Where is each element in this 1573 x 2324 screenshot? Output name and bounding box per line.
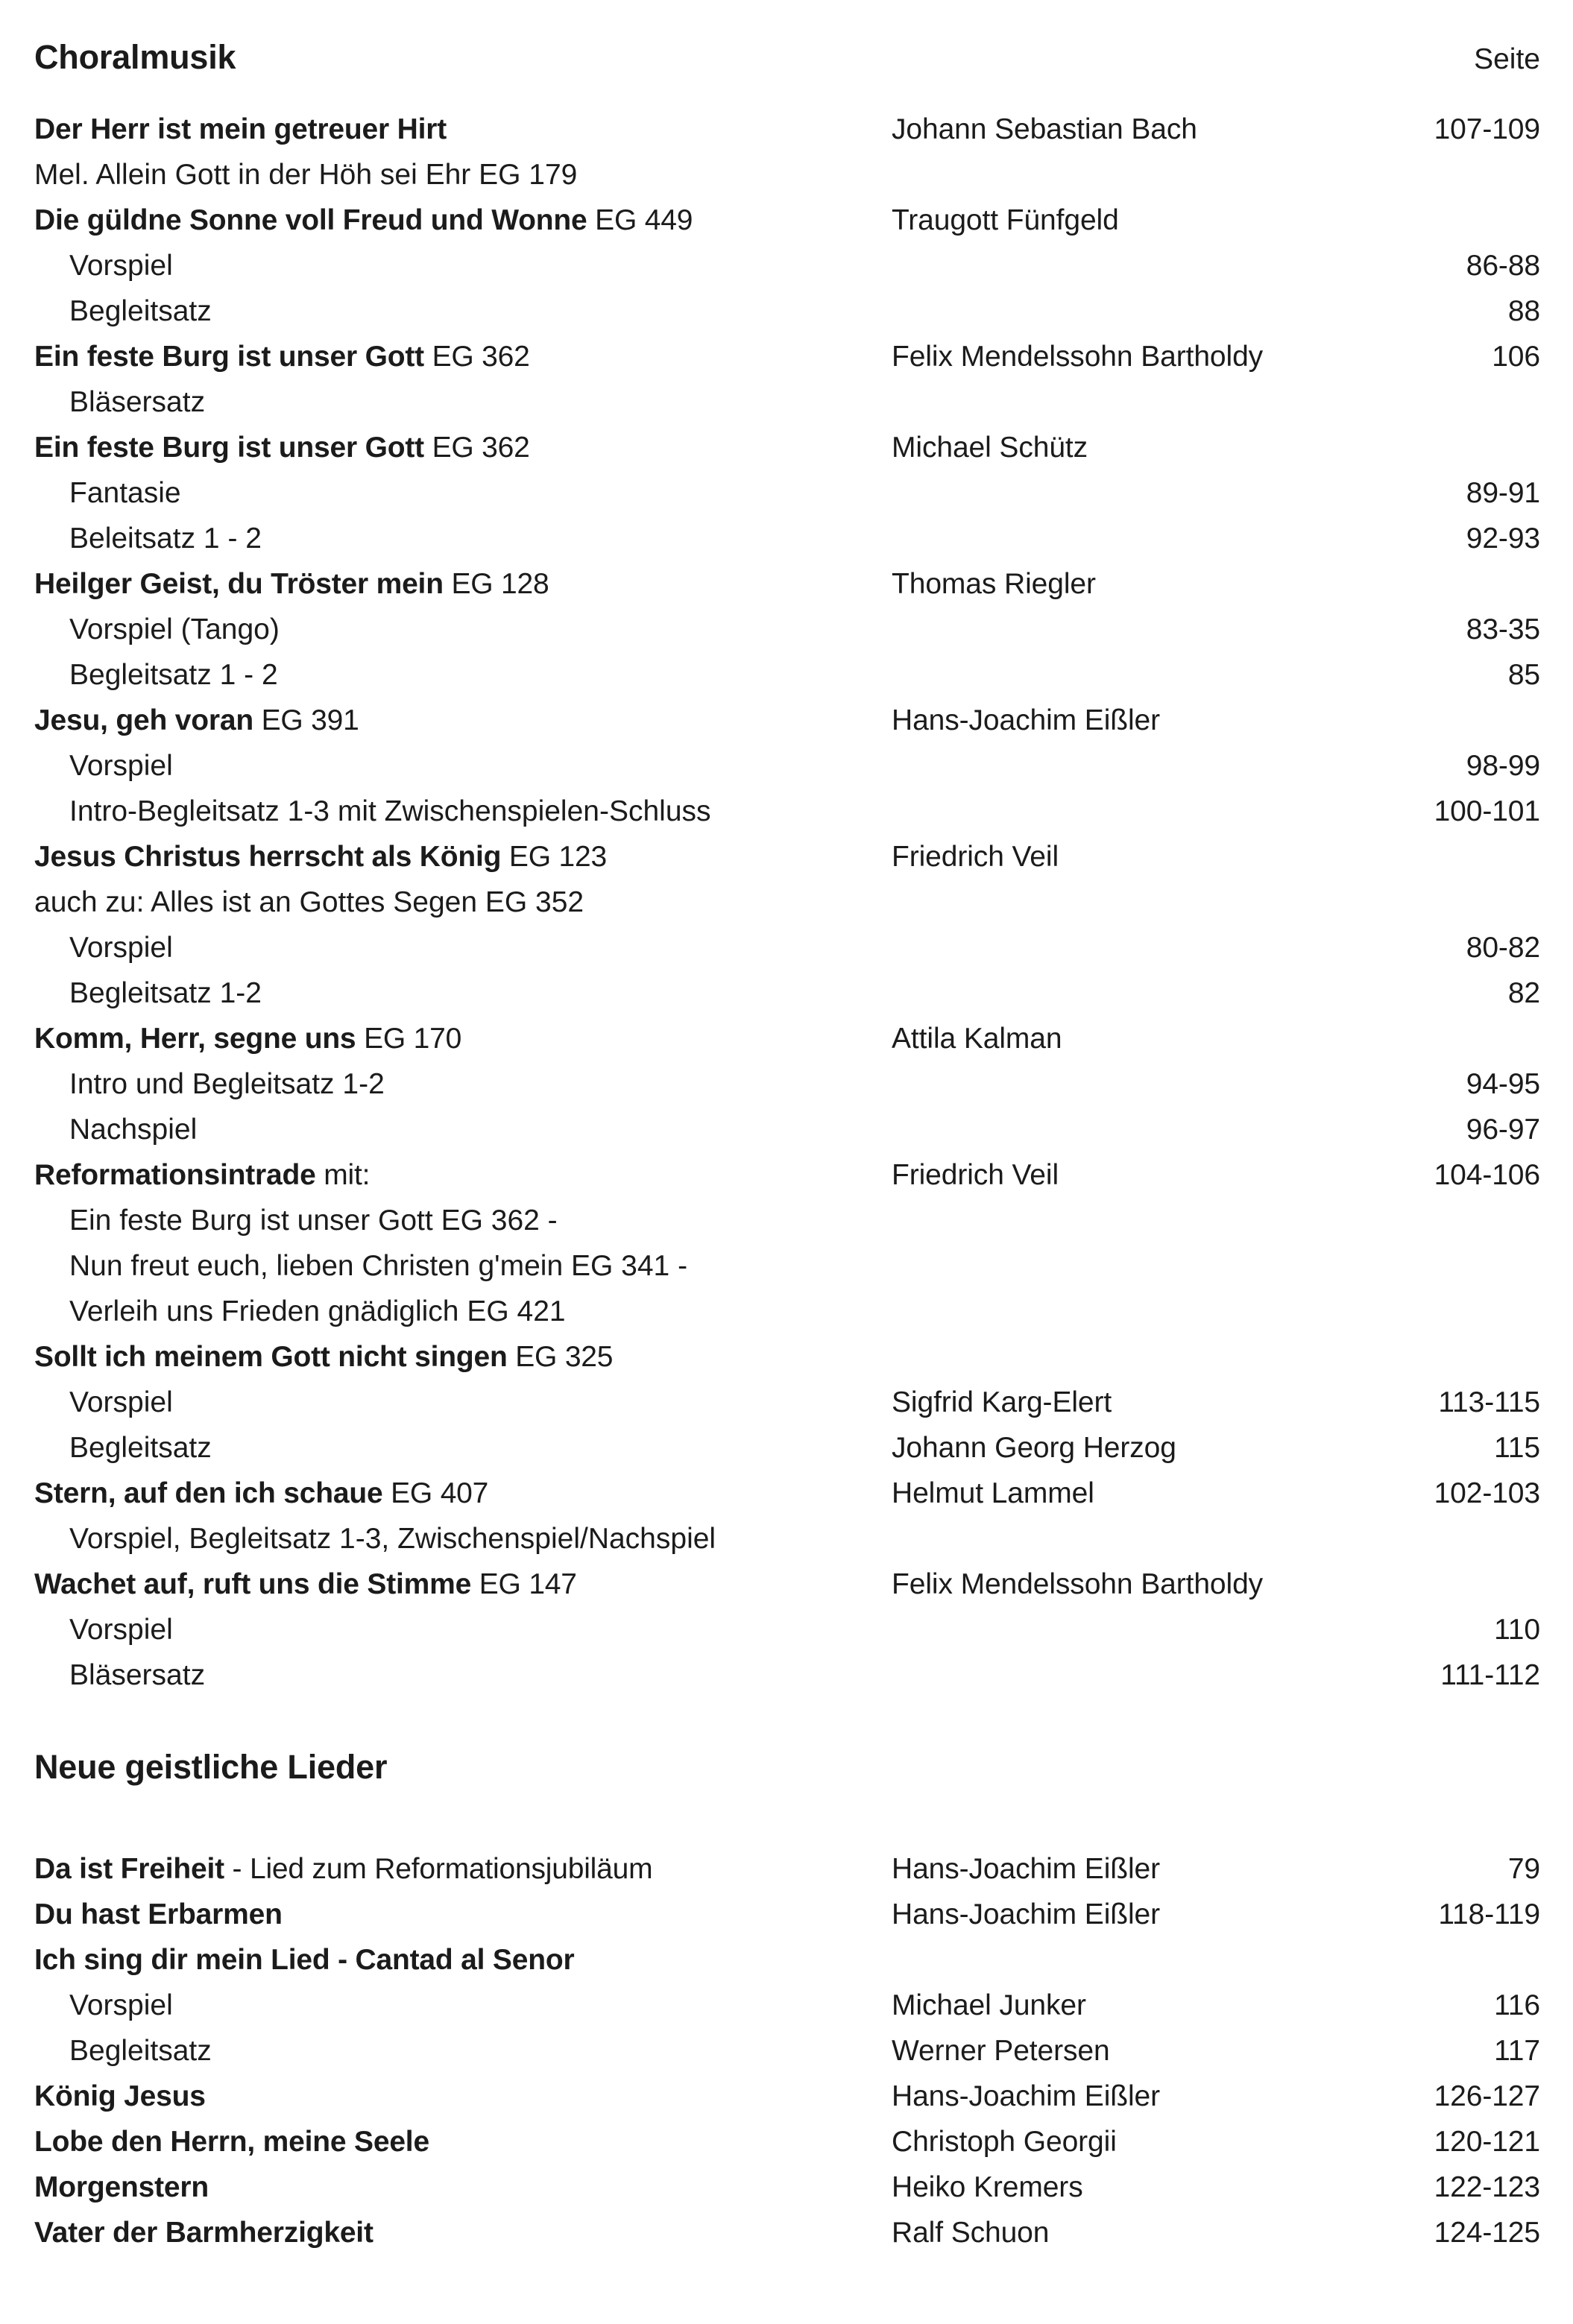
entry-title-text: Intro-Begleitsatz 1-3 mit Zwischenspielen-Schluss [69, 795, 711, 827]
entry-composer: Felix Mendelssohn Bartholdy [892, 341, 1264, 373]
section-heading-neue-geistliche-lieder: Neue geistliche Lieder [34, 1748, 388, 1786]
entry-eg-number: EG 325 [507, 1341, 614, 1373]
table-row [34, 1152, 1540, 1198]
table-row [34, 652, 1540, 698]
table-row [34, 107, 1540, 152]
entry-title-text: Nun freut euch, lieben Christen g'mein EG 341 - [69, 1250, 688, 1282]
entry-note [34, 880, 892, 925]
entry-title-text: Ein feste Burg ist unser Gott EG 362 - [69, 1204, 558, 1237]
entry-subtitle [34, 243, 892, 288]
table-row [34, 152, 1525, 198]
entry-subtitle [34, 288, 892, 334]
entry-subtitle [34, 1198, 892, 1243]
spacer-after-section-heading-2 [34, 1790, 1525, 1846]
entry-subtitle [34, 607, 892, 652]
entry-composer: Friedrich Veil [892, 841, 1059, 873]
entry-title [34, 1016, 892, 1061]
entry-title-text: Vorspiel [69, 250, 173, 282]
entry-eg-number: EG 123 [501, 841, 607, 873]
entry-page-number: 94-95 [1466, 1068, 1540, 1100]
entry-title-text: Begleitsatz 1-2 [69, 977, 262, 1009]
entry-title-text: Der Herr ist mein getreuer Hirt [34, 113, 447, 145]
entry-subtitle [34, 1425, 892, 1471]
table-row [34, 1334, 1525, 1380]
table-row [34, 379, 1525, 425]
entry-eg-number: EG 407 [382, 1477, 489, 1509]
entry-title-text: Verleih uns Frieden gnädiglich EG 421 [69, 1295, 566, 1327]
table-row [34, 516, 1540, 561]
table-row [34, 243, 1540, 288]
entry-title-text: Vorspiel [69, 1386, 173, 1418]
entry-subtitle [34, 652, 892, 698]
entry-title [34, 425, 892, 470]
entry-title [34, 2119, 892, 2164]
section-header-row-neue-geistliche-lieder [34, 1744, 1525, 1790]
entry-title-text: Beleitsatz 1 - 2 [69, 522, 262, 555]
entry-composer: Thomas Riegler [892, 568, 1096, 600]
table-row [34, 470, 1540, 516]
entry-page-number: 110 [1494, 1614, 1540, 1646]
entry-composer: Johann Georg Herzog [892, 1432, 1176, 1464]
entry-eg-number: EG 170 [356, 1023, 462, 1055]
table-row [34, 880, 1525, 925]
entry-page-number: 86-88 [1466, 250, 1540, 282]
entry-subtitle [34, 516, 892, 561]
entry-title-text: Begleitsatz 1 - 2 [69, 659, 278, 691]
entry-title-text: Vorspiel [69, 1989, 173, 2021]
entry-title-text: Vorspiel (Tango) [69, 613, 280, 645]
entry-subtitle [34, 1061, 892, 1107]
entry-title [34, 107, 892, 152]
entry-title-text: Vorspiel, Begleitsatz 1-3, Zwischenspiel/Nachspiel [69, 1523, 716, 1555]
entry-title-text: Jesus Christus herrscht als König [34, 841, 502, 873]
entry-composer: Helmut Lammel [892, 1477, 1094, 1509]
entry-subtitle [34, 789, 892, 834]
entry-page-number: 117 [1494, 2035, 1540, 2067]
entry-title [34, 2074, 892, 2119]
entry-title-text: Intro und Begleitsatz 1-2 [69, 1068, 385, 1100]
entry-title [34, 698, 892, 743]
table-row [34, 288, 1540, 334]
table-row [34, 1107, 1540, 1152]
entry-title-text: Jesu, geh voran [34, 704, 253, 736]
table-row [34, 2028, 1540, 2074]
entry-subtitle [34, 1380, 892, 1425]
entry-eg-number: EG 362 [423, 432, 530, 464]
entry-eg-number: EG 147 [471, 1568, 577, 1600]
entry-page-number: 120-121 [1434, 2126, 1540, 2158]
entry-title-text: Bläsersatz [69, 1659, 206, 1691]
entry-page-number: 106 [1492, 341, 1540, 373]
entry-page-number: 98-99 [1466, 750, 1540, 782]
entry-title-text: Ich sing dir mein Lied - Cantad al Senor [34, 1944, 575, 1976]
entry-subtitle [34, 470, 892, 516]
entry-title-text: Ein feste Burg ist unser Gott [34, 341, 424, 373]
entry-page-number: 83-35 [1466, 613, 1540, 645]
entry-title-suffix: - Lied zum Reformationsjubiläum [224, 1853, 653, 1885]
table-row [34, 2119, 1540, 2164]
entry-page-number: 102-103 [1434, 1477, 1540, 1509]
table-row [34, 334, 1540, 379]
entry-title [34, 561, 892, 607]
table-row [34, 698, 1525, 743]
entry-subtitle [34, 743, 892, 789]
entry-composer: Sigfrid Karg-Elert [892, 1386, 1112, 1418]
table-row [34, 425, 1525, 470]
table-row [34, 1198, 1525, 1243]
entry-page-number: 92-93 [1466, 522, 1540, 555]
entry-subtitle [34, 1243, 892, 1289]
entry-title-text: Begleitsatz [69, 295, 212, 327]
entry-title-text: Wachet auf, ruft uns die Stimme [34, 1568, 472, 1600]
entry-eg-number: EG 449 [587, 204, 693, 236]
entry-title [34, 198, 892, 243]
entry-subtitle [34, 1983, 892, 2028]
entry-page-number: 79 [1507, 1853, 1540, 1885]
entry-title [34, 1562, 892, 1607]
entry-page-number: 116 [1494, 1989, 1540, 2021]
entry-composer: Felix Mendelssohn Bartholdy [892, 1568, 1264, 1600]
table-row [34, 1516, 1525, 1562]
entry-title-text: Vater der Barmherzigkeit [34, 2217, 373, 2249]
entry-title [34, 1846, 892, 1892]
entry-subtitle [34, 1652, 892, 1698]
entry-title-text: Vorspiel [69, 750, 173, 782]
table-row [34, 1016, 1525, 1061]
entry-subtitle [34, 1289, 892, 1334]
entry-page-number: 126-127 [1434, 2080, 1540, 2112]
section-header-row-choralmusik [34, 34, 1540, 80]
table-row [34, 1983, 1540, 2028]
entry-title [34, 334, 892, 379]
entry-composer: Michael Schütz [892, 432, 1088, 464]
entry-composer: Werner Petersen [892, 2035, 1110, 2067]
entry-title-text: Du hast Erbarmen [34, 1898, 283, 1930]
entry-note [34, 152, 892, 198]
entry-list-choralmusik [34, 107, 1540, 1698]
entry-title [34, 1892, 892, 1937]
table-row [34, 2074, 1540, 2119]
content-body [0, 34, 1573, 2255]
table-row [34, 1892, 1540, 1937]
entry-title-text: Komm, Herr, segne uns [34, 1023, 356, 1055]
entry-subtitle [34, 970, 892, 1016]
table-row [34, 2164, 1540, 2210]
entry-page-number: 124-125 [1434, 2217, 1540, 2249]
table-row [34, 1425, 1540, 1471]
entry-subtitle [34, 925, 892, 970]
table-row [34, 1289, 1525, 1334]
entry-subtitle [34, 1516, 892, 1562]
entry-title-text: Vorspiel [69, 932, 173, 964]
table-row [34, 1243, 1525, 1289]
entry-title [34, 1152, 892, 1198]
entry-page-number: 88 [1507, 295, 1540, 327]
entry-composer: Heiko Kremers [892, 2171, 1083, 2203]
entry-title-text: Ein feste Burg ist unser Gott [34, 432, 424, 464]
table-row [34, 1652, 1540, 1698]
entry-title-text: Vorspiel [69, 1614, 173, 1646]
table-row [34, 2210, 1540, 2255]
entry-title-text: Bläsersatz [69, 386, 206, 418]
entry-title [34, 1471, 892, 1516]
page-column-header: Seite [1474, 43, 1540, 75]
entry-subtitle [34, 1607, 892, 1652]
entry-composer: Hans-Joachim Eißler [892, 704, 1161, 736]
entry-composer: Hans-Joachim Eißler [892, 2080, 1161, 2112]
entry-composer: Hans-Joachim Eißler [892, 1853, 1161, 1885]
entry-eg-number: EG 362 [423, 341, 530, 373]
table-row [34, 789, 1540, 834]
entry-eg-number: EG 391 [253, 704, 359, 736]
top-spacer [0, 0, 1573, 34]
table-row [34, 834, 1525, 880]
spacer-between-sections [34, 1698, 1525, 1744]
entry-page-number: 89-91 [1466, 477, 1540, 509]
entry-subtitle [34, 1107, 892, 1152]
entry-composer: Attila Kalman [892, 1023, 1062, 1055]
entry-page-number: 115 [1494, 1432, 1540, 1464]
table-row [34, 561, 1525, 607]
entry-title-text: Stern, auf den ich schaue [34, 1477, 383, 1509]
entry-page-number: 107-109 [1434, 113, 1540, 145]
entry-page-number: 80-82 [1466, 932, 1540, 964]
table-row [34, 1380, 1540, 1425]
entry-page-number: 82 [1507, 977, 1540, 1009]
entry-eg-number: mit: [315, 1159, 371, 1191]
entry-composer: Hans-Joachim Eißler [892, 1898, 1161, 1930]
table-row [34, 607, 1540, 652]
entry-page-number: 122-123 [1434, 2171, 1540, 2203]
table-row [34, 1846, 1540, 1892]
entry-title-text: Begleitsatz [69, 1432, 212, 1464]
table-row [34, 1061, 1540, 1107]
entry-title-text: Reformationsintrade [34, 1159, 316, 1191]
entry-title-text: Mel. Allein Gott in der Höh sei Ehr EG 179 [34, 159, 578, 191]
section-heading-choralmusik: Choralmusik [34, 38, 236, 76]
table-row [34, 1607, 1540, 1652]
entry-composer: Johann Sebastian Bach [892, 113, 1197, 145]
entry-title-text: Nachspiel [69, 1114, 198, 1146]
entry-page-number: 104-106 [1434, 1159, 1540, 1191]
entry-composer: Ralf Schuon [892, 2217, 1050, 2249]
entry-title [34, 834, 892, 880]
entry-title-text: Begleitsatz [69, 2035, 212, 2067]
entry-page-number: 100-101 [1434, 795, 1540, 827]
entry-page-number: 96-97 [1466, 1114, 1540, 1146]
entry-title-text: Die güldne Sonne voll Freud und Wonne [34, 204, 587, 236]
entry-title-text: Lobe den Herrn, meine Seele [34, 2126, 429, 2158]
entry-eg-number: EG 128 [443, 568, 549, 600]
table-row [34, 198, 1525, 243]
table-row [34, 1562, 1525, 1607]
table-row [34, 1471, 1540, 1516]
entry-page-number: 113-115 [1438, 1386, 1540, 1418]
spacer-after-section-heading [34, 80, 1525, 107]
entry-composer: Friedrich Veil [892, 1159, 1059, 1191]
entry-page-number: 118-119 [1438, 1898, 1540, 1930]
entry-page-number: 85 [1507, 659, 1540, 691]
table-row [34, 1937, 1525, 1983]
entry-title-text: König Jesus [34, 2080, 206, 2112]
entry-title-text: Morgenstern [34, 2171, 209, 2203]
table-row [34, 925, 1540, 970]
entry-title-text: Heilger Geist, du Tröster mein [34, 568, 444, 600]
entry-title-text: auch zu: Alles ist an Gottes Segen EG 352 [34, 886, 584, 918]
entry-title-text: Da ist Freiheit [34, 1853, 224, 1885]
table-row [34, 743, 1540, 789]
entry-page-number: 111-112 [1440, 1659, 1540, 1691]
entry-title [34, 1937, 892, 1983]
entry-title-text: Fantasie [69, 477, 181, 509]
entry-list-neue-geistliche-lieder [34, 1846, 1540, 2255]
entry-subtitle [34, 379, 892, 425]
entry-subtitle [34, 2028, 892, 2074]
table-row [34, 970, 1540, 1016]
entry-title-text: Sollt ich meinem Gott nicht singen [34, 1341, 508, 1373]
entry-composer: Michael Junker [892, 1989, 1086, 2021]
entry-composer: Traugott Fünfgeld [892, 204, 1119, 236]
entry-title [34, 1334, 892, 1380]
entry-composer: Christoph Georgii [892, 2126, 1117, 2158]
entry-title [34, 2210, 892, 2255]
entry-title [34, 2164, 892, 2210]
